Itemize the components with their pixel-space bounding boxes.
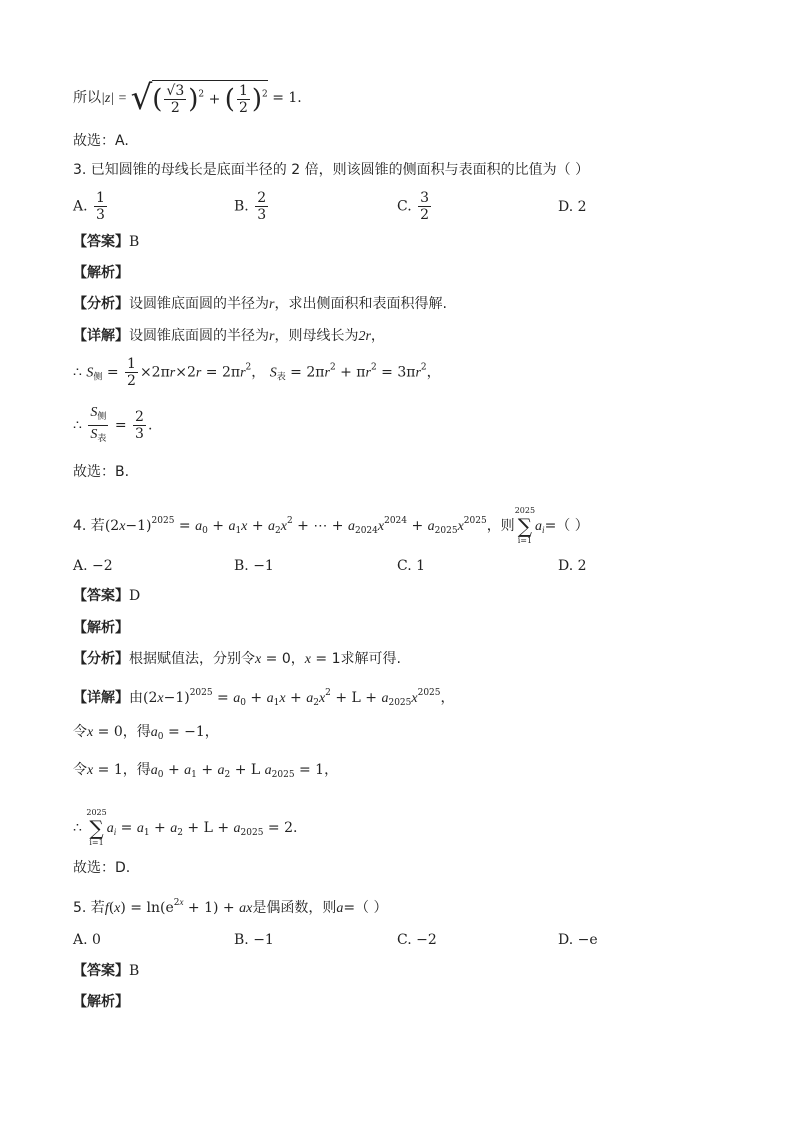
- option-letter: D.: [558, 558, 574, 574]
- q3-answer: [73, 232, 139, 252]
- sqrt-expression: √( $\frac{√3}{2}$ )$^2$ + ( $\frac{1}{2}$ )$^2$: [130, 78, 268, 118]
- de-text: ，得: [122, 762, 151, 778]
- option-letter: C.: [397, 932, 412, 948]
- option-letter: A.: [73, 198, 88, 215]
- option-letter: D.: [558, 932, 574, 948]
- xiangjie-text: ，则母线长为: [274, 328, 359, 344]
- q3-ratio-formula: ∴ $\frac{S_侧}{S_表}$ = $\frac{2}{3}$ .: [73, 405, 153, 444]
- q3-fenxi: 【分析】设圆锥底面圆的半径为r，求出侧面积和表面积得解.: [73, 296, 447, 312]
- frac-num: 2: [257, 190, 267, 206]
- q4-option-b: [234, 556, 274, 576]
- fenxi-text: ，求出侧面积和表面积得解.: [274, 296, 447, 312]
- option-letter: C.: [397, 558, 412, 574]
- answer-label: 【答案】: [73, 963, 129, 979]
- option-letter: C.: [397, 198, 412, 215]
- ling-text: 令: [73, 724, 87, 740]
- q3-choice: 故选：B.: [73, 464, 130, 480]
- fenxi-label: 【分析】: [73, 296, 129, 312]
- q3-xiangjie: 【详解】设圆锥底面圆的半径为r，则母线长为2r，: [73, 328, 385, 344]
- answer-value: B: [129, 963, 140, 979]
- frac-den: 2: [420, 207, 430, 223]
- option-value: 2: [577, 199, 587, 215]
- analysis-label: 【解析】: [73, 265, 129, 281]
- frac-num: 1: [96, 190, 105, 206]
- analysis-label: 【解析】: [73, 620, 129, 636]
- frac-den: 3: [96, 207, 105, 223]
- xiangjie-label: 【详解】: [73, 328, 129, 344]
- q4-step-x1: 令x = 1，得$a_0 + a_1 + a_2 + L$ $a_{2025} = 1$，: [73, 762, 339, 780]
- q3-option-d: [558, 197, 587, 217]
- fenxi-text: 根据赋值法，分别令: [129, 651, 255, 667]
- fenxi-text: ，: [290, 651, 305, 667]
- stem-prefix: 5. 若: [73, 900, 105, 916]
- option-letter: A.: [73, 932, 88, 948]
- q5-option-d: [558, 930, 598, 950]
- answer-value: D: [129, 588, 141, 604]
- q4-answer: [73, 586, 140, 606]
- q5-option-a: [73, 930, 101, 950]
- q3-stem: 3. 已知圆锥的母线长是底面半径的 2 倍，则该圆锥的侧面积与表面积的比值为（ ）: [73, 162, 590, 178]
- q3-analysis-heading: [73, 263, 129, 283]
- q5-option-b: [234, 930, 274, 950]
- option-value: 1: [416, 558, 426, 574]
- fenxi-text: 求解可得.: [340, 651, 401, 667]
- q3-option-a: [73, 190, 109, 223]
- option-value: −1: [253, 932, 274, 948]
- frac-den: 3: [257, 207, 267, 223]
- option-letter: B.: [234, 932, 249, 948]
- option-letter: B.: [234, 198, 249, 215]
- conclusion-prefix: 所以: [73, 90, 101, 106]
- answer-value: B: [129, 234, 140, 250]
- q5-option-c: [397, 930, 437, 950]
- q4-step-x0: 令x = 0，得$a_0 = -1$，: [73, 724, 219, 742]
- q5-answer: [73, 961, 139, 981]
- option-value: −2: [416, 932, 437, 948]
- xiangjie-text: 由: [129, 690, 143, 706]
- abs-z: |z| =: [101, 91, 131, 106]
- option-letter: A.: [73, 558, 88, 574]
- xiangjie-label: 【详解】: [73, 690, 129, 706]
- ling-text: 令: [73, 762, 87, 778]
- q3-area-formula: ∴ $S_侧$ = $\frac{1}{2}$ $\times 2\pi r\times 2r = 2\pi r^2$， $S_表 = 2\pi r^2 + \pi r^2 = 3\pi r^2$，: [73, 356, 441, 389]
- q4-analysis-heading: [73, 618, 129, 638]
- stem-mid: ，则: [486, 518, 515, 534]
- option-letter: D.: [558, 199, 574, 215]
- option-value: 2: [577, 558, 587, 574]
- option-value: −e: [577, 932, 598, 948]
- frac-num: 3: [420, 190, 430, 206]
- q4-xiangjie: 【详解】由$(2x-1)^{2025} = a_0 + a_1x + a_2x^2 + L + a_{2025}x^{2025}$，: [73, 688, 455, 708]
- option-value: −2: [92, 558, 113, 574]
- q3-option-c: [397, 190, 433, 223]
- answer-label: 【答案】: [73, 234, 129, 250]
- option-value: 0: [92, 932, 101, 948]
- q4-stem: 4. 若$(2x-1)^{2025} = a_0 + a_1x + a_2x^2$ + ⋯ + $a_{2024}x^{2024} + a_{2025}x^{2025}$，则 2025 ∑ i=1 $a_i=$（ ）: [73, 506, 589, 545]
- q4-option-d: [558, 556, 587, 576]
- answer-label: 【答案】: [73, 588, 129, 604]
- q4-choice: 故选：D.: [73, 860, 131, 876]
- stem-end: =（ ）: [544, 518, 589, 534]
- q2-result: = 1.: [272, 90, 302, 106]
- fenxi-label: 【分析】: [73, 651, 129, 667]
- analysis-label: 【解析】: [73, 994, 129, 1010]
- q4-fenxi: 【分析】根据赋值法，分别令x = 0，x = 1求解可得.: [73, 651, 401, 667]
- q5-analysis-heading: [73, 992, 129, 1012]
- xiangjie-text: 设圆锥底面圆的半径为: [129, 328, 269, 344]
- option-letter: B.: [234, 558, 249, 574]
- q5-stem: 5. 若$f(x) = \ln(e^{2x} + 1)$ + ax是偶函数，则a=（ ）: [73, 897, 388, 916]
- q2-choice: 故选：A.: [73, 133, 129, 149]
- q2-conclusion: [73, 80, 302, 116]
- q4-option-c: [397, 556, 425, 576]
- stem-end: =（ ）: [343, 900, 388, 916]
- q4-sum-result: ∴ 2025 ∑ i=1 $a_i = a_1 + a_2 + L + a_{2025} = 2$.: [73, 808, 298, 847]
- fenxi-text: 设圆锥底面圆的半径为: [129, 296, 269, 312]
- option-value: −1: [253, 558, 274, 574]
- q4-option-a: [73, 556, 113, 576]
- de-text: ，得: [122, 724, 151, 740]
- stem-prefix: 4. 若: [73, 518, 105, 534]
- q3-option-b: [234, 190, 270, 223]
- stem-mid: 是偶函数，则: [252, 900, 337, 916]
